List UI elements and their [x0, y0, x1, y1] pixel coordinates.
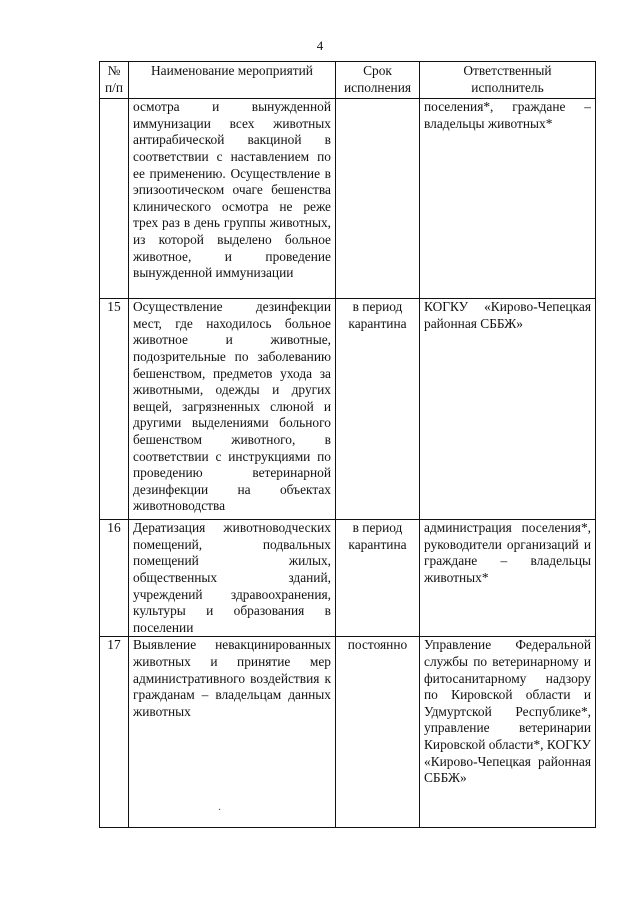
row-name: Выявление невакцинированных животных и принятие мер административного воздействия к гражданам – владельцам данных животных	[129, 637, 336, 828]
table-row	[100, 99, 596, 299]
row-term: постоянно	[336, 637, 420, 828]
table-row	[100, 637, 596, 828]
row-num: 15	[100, 299, 129, 520]
row-term	[336, 99, 420, 299]
scan-speck: ·	[218, 805, 222, 816]
table-row	[100, 520, 596, 637]
row-term: в период карантина	[336, 299, 420, 520]
header-term: Срок исполнения	[336, 62, 420, 99]
header-num: № п/п	[100, 62, 129, 99]
row-resp: поселения*, граждане – владельцы животных*	[420, 99, 596, 299]
row-num: 17	[100, 637, 129, 828]
table-row	[100, 299, 596, 520]
row-name: Дератизация животноводческих помещений, подвальных помещений жилых, общественных зданий, учреждений здравоохранения, культуры и образования в поселении	[129, 520, 336, 637]
header-name: Наименование мероприятий	[129, 62, 336, 99]
row-num: 16	[100, 520, 129, 637]
row-name: Осуществление дезинфекции мест, где находилось больное животное и животные, подозрительные по заболеванию бешенством, предметов ухода за животными, одежды и других вещей, загрязненных слюной и другими выделениями больного бешенством животного, в соответствии с инструкциями по проведению ветеринарной дезинфекции на объектах животноводства	[129, 299, 336, 520]
row-name: осмотра и вынужденной иммунизации всех животных антирабической вакциной в соответствии с наставлением по ее применению. Осуществление в эпизоотическом очаге бешенства клинического осмотра не реже трех раз в день группы животных, из которой выделено больное животное, и проведение вынужденной иммунизации	[129, 99, 336, 299]
row-term: в период карантина	[336, 520, 420, 637]
page-number: 4	[316, 38, 324, 53]
header-resp: Ответственный исполнитель	[420, 62, 596, 99]
row-resp: КОГКУ «Кирово-Чепецкая районная СББЖ»	[420, 299, 596, 520]
row-num	[100, 99, 129, 299]
measures-table	[99, 61, 596, 828]
row-resp: администрация поселения*, руководители организаций и граждане – владельцы животных*	[420, 520, 596, 637]
table-header-row	[100, 62, 596, 99]
row-resp: Управление Федеральной службы по ветеринарному и фитосанитарному надзору по Кировской области и Удмуртской Республике*, управление ветеринарии Кировской области*, КОГКУ «Кирово-Чепецкая районная СББЖ»	[420, 637, 596, 828]
